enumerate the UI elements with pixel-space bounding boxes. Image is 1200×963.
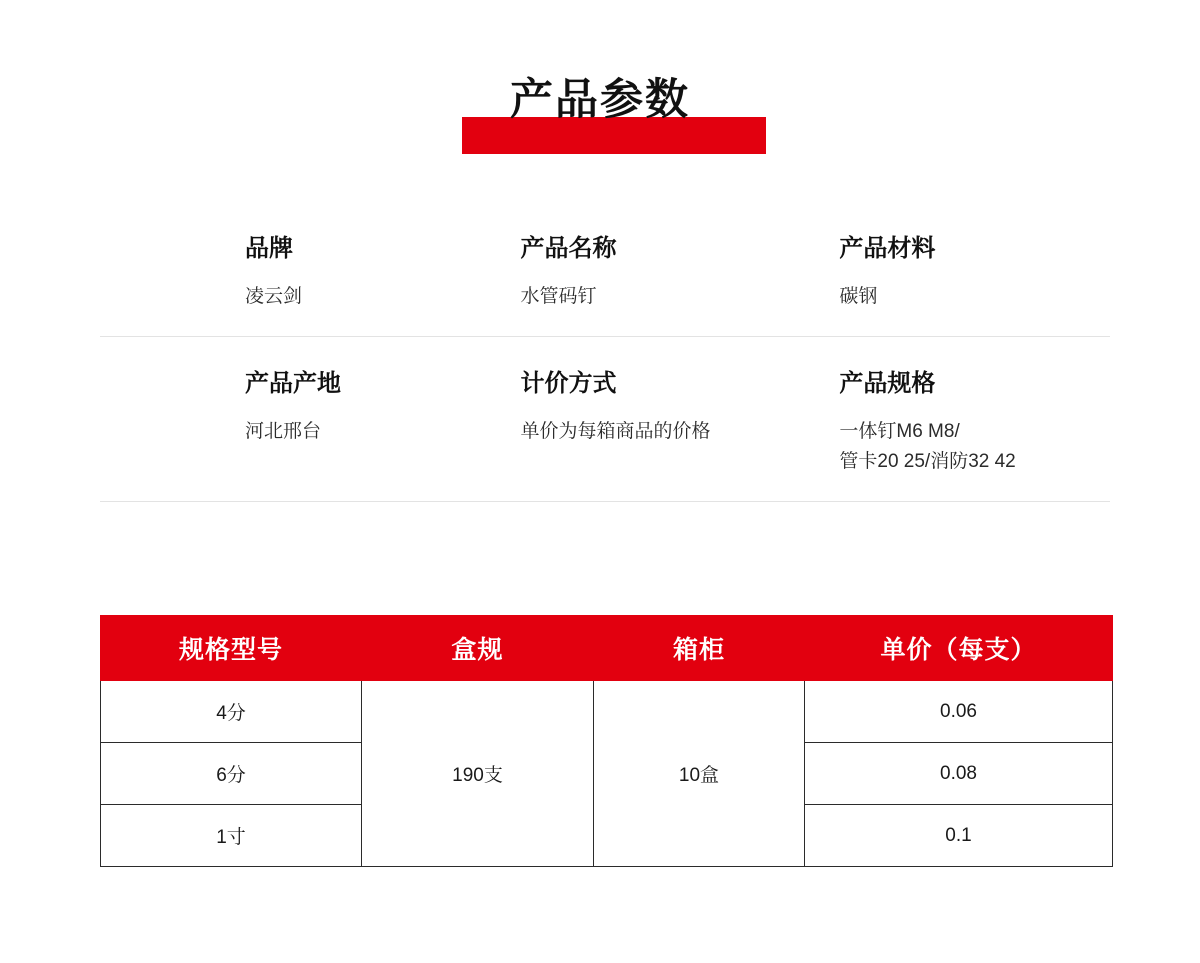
cell-box-spec: 190支 [362, 681, 594, 867]
spec-label-product-name: 产品名称 [520, 235, 617, 262]
spec-item-product-spec [839, 367, 1110, 477]
spec-value-product-spec-line1: 一体钉M6 M8/ [839, 421, 960, 442]
spec-label-origin: 产品产地 [245, 370, 341, 397]
spec-item-brand [100, 232, 520, 312]
price-table-header-row [101, 616, 1113, 681]
spec-label-pricing-method: 计价方式 [520, 370, 617, 397]
table-row [101, 681, 1113, 743]
cell-unit-price-1: 0.06 [805, 681, 1113, 743]
spec-item-material [839, 232, 1110, 312]
specs-row-1 [100, 232, 1110, 337]
spec-label-material: 产品材料 [839, 235, 936, 262]
spec-label-product-spec: 产品规格 [839, 370, 936, 397]
column-header-case-spec: 箱柜 [594, 616, 805, 681]
spec-item-product-name [520, 232, 839, 312]
cell-model-3: 1寸 [101, 805, 362, 867]
spec-label-brand: 品牌 [245, 235, 293, 262]
spec-value-product-spec-line2: 管卡20 25/消防32 42 [839, 451, 1016, 472]
spec-value-material: 碳钢 [839, 286, 878, 307]
spec-item-origin [100, 367, 520, 477]
page-title-block [0, 70, 1200, 160]
spec-value-brand: 凌云剑 [245, 286, 303, 307]
cell-case-spec: 10盒 [594, 681, 805, 867]
cell-model-2: 6分 [101, 743, 362, 805]
spec-value-pricing-method: 单价为每箱商品的价格 [520, 421, 711, 442]
page-title: 产品参数 [510, 76, 690, 124]
cell-model-1: 4分 [101, 681, 362, 743]
column-header-unit-price: 单价（每支） [805, 616, 1113, 681]
specs-section [100, 232, 1110, 502]
specs-row-2 [100, 337, 1110, 502]
price-table-body [101, 681, 1113, 867]
spec-value-product-name: 水管码钉 [520, 286, 597, 307]
cell-unit-price-3: 0.1 [805, 805, 1113, 867]
column-header-model: 规格型号 [101, 616, 362, 681]
spec-value-origin: 河北邢台 [245, 421, 322, 442]
price-table-header [101, 616, 1113, 681]
cell-unit-price-2: 0.08 [805, 743, 1113, 805]
column-header-box-spec: 盒规 [362, 616, 594, 681]
spec-item-pricing-method [520, 367, 839, 477]
price-table [100, 615, 1113, 867]
